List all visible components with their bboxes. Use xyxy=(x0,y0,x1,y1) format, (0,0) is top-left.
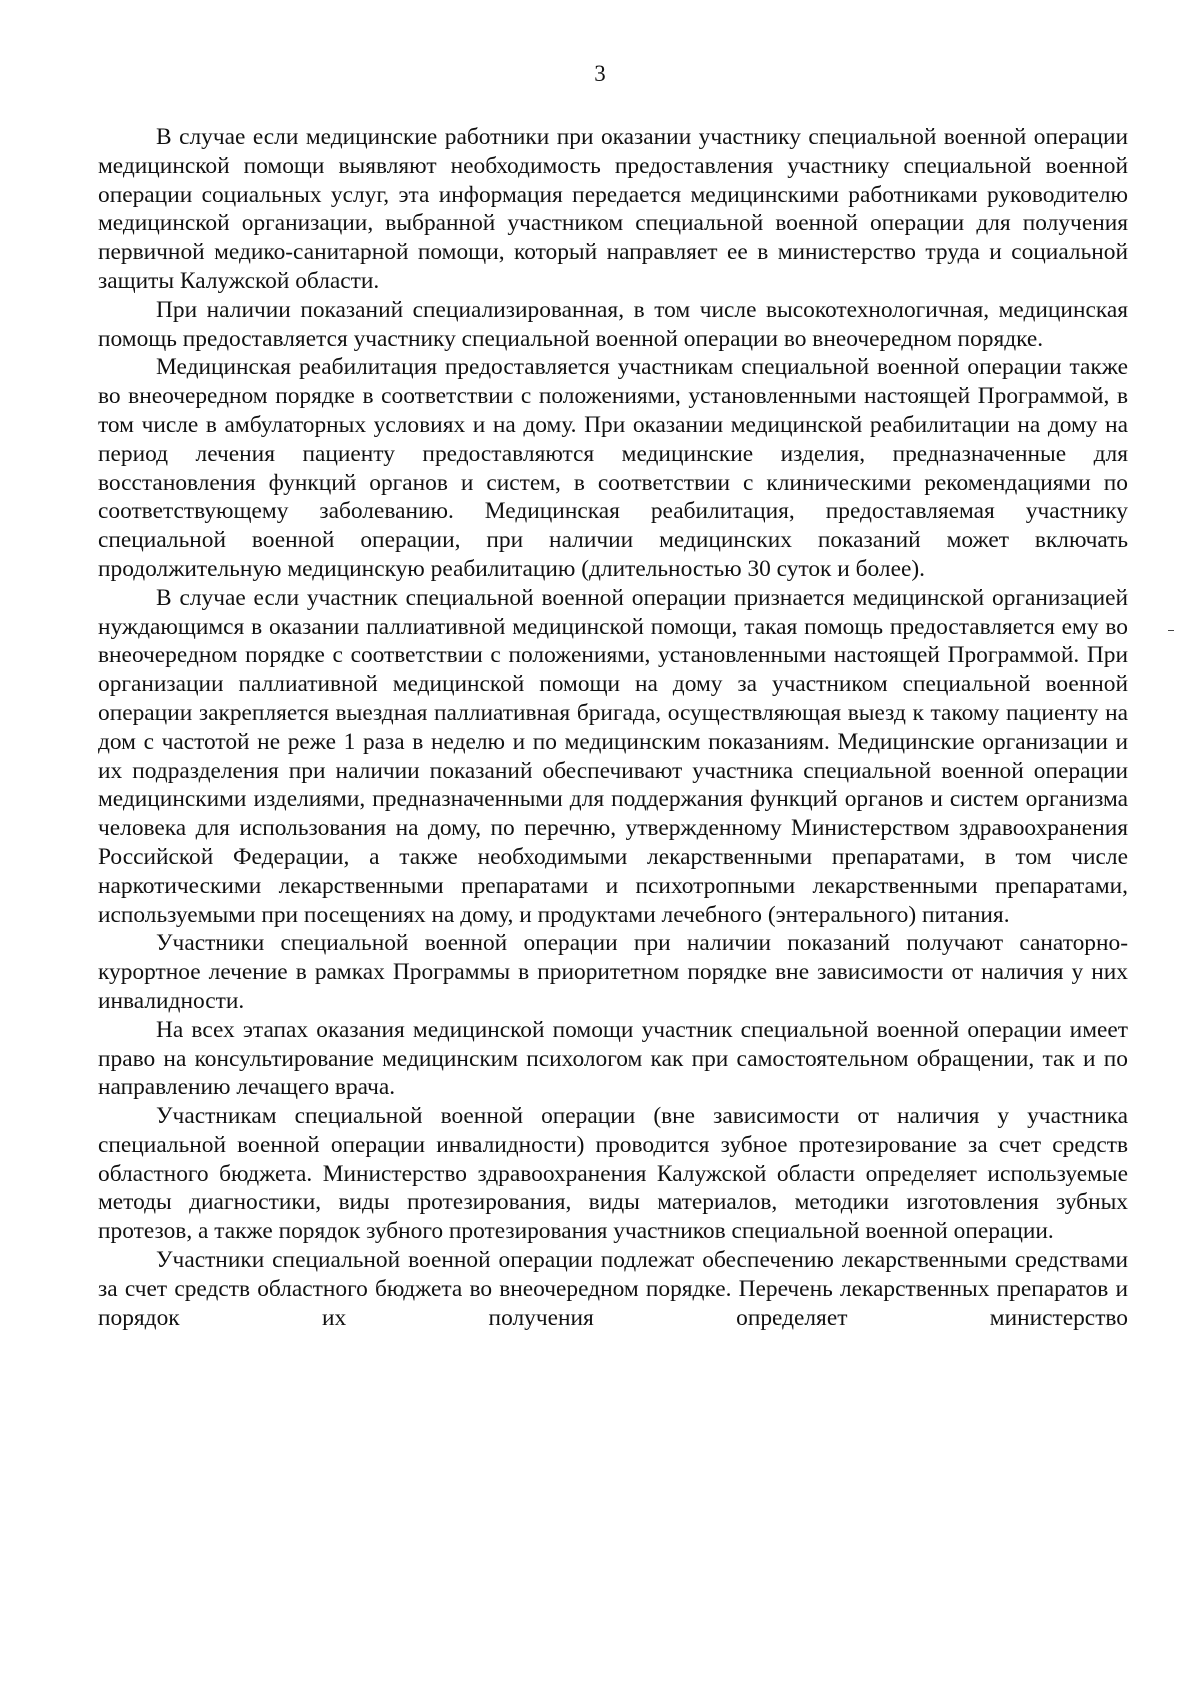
page-number: 3 xyxy=(594,61,606,86)
paragraph-medical-rehabilitation: Медицинская реабилитация предоставляется участникам специальной военной операции также во внеочередном порядке в соответствии с положениями, установленными настоящей Программой, в том числе в амбулаторных условиях и на дому. При оказании медицинской реабилитации на дому на период лечения пациенту предоставляются медицинские изделия, предназначенные для восстановления функций органов и систем, в соответствии с клиническими рекомендациями по соответствующему заболеванию. Медицинская реабилитация, предоставляемая участнику специальной военной операции, при наличии медицинских показаний может включать продолжительную медицинскую реабилитацию (длительностью 30 суток и более). xyxy=(98,354,1128,582)
paragraph-medicines-provision: Участники специальной военной операции подлежат обеспечению лекарственными средствами за счет средств областного бюджета во внеочередном порядке. Перечень лекарственных препаратов и порядок их получения определяет министерство xyxy=(98,1247,1128,1331)
paragraph-social-services: В случае если медицинские работники при оказании участнику специальной военной операции медицинской помощи выявляют необходимость предоставления участнику специальной военной операции социальных услуг, эта информация передается медицинскими работниками руководителю медицинской организации, выбранной участником специальной военной операции для получения первичной медико-санитарной помощи, который направляет ее в министерство труда и социальной защиты Калужской области. xyxy=(98,124,1128,294)
paragraph-palliative-care: В случае если участник специальной военной операции признается медицинской организацией нуждающимся в оказании паллиативной медицинской помощи, такая помощь предоставляется ему во внеочередном порядке с соответствии с положениями, установленными настоящей Программой. При организации паллиативной медицинской помощи на дому за участником специальной военной операции закрепляется выездная паллиативная бригада, осуществляющая выезд к такому пациенту на дом с частотой не реже 1 раза в неделю и по медицинским показаниям. Медицинские организации и их подразделения при наличии показаний обеспечивают участника специальной военной операции медицинскими изделиями, предназначенными для поддержания функций органов и систем организма человека для использования на дому, по перечню, утвержденному Министерством здравоохранения Российской Федерации, а также необходимыми лекарственными препаратами, в том числе наркотическими лекарственными препаратами и психотропными лекарственными препаратами, используемыми при посещениях на дому, и продуктами лечебного (энтерального) питания. xyxy=(98,584,1128,928)
paragraph-psychologist-consultation: На всех этапах оказания медицинской помощи участник специальной военной операции имеет право на консультирование медицинским психологом как при самостоятельном обращении, так и по направлению лечащего врача. xyxy=(98,1016,1128,1101)
paragraph-specialized-care: При наличии показаний специализированная, в том числе высокотехнологичная, медицинская помощь предоставляется участнику специальной военной операции во внеочередном порядке. xyxy=(98,296,1128,352)
paragraph-sanatorium-treatment: Участники специальной военной операции при наличии показаний получают санаторно-курортное лечение в рамках Программы в приоритетном порядке вне зависимости от наличия у них инвалидности. xyxy=(98,930,1128,1014)
paragraph-dental-prosthetics: Участникам специальной военной операции (вне зависимости от наличия у участника специальной военной операции инвалидности) проводится зубное протезирование за счет средств областного бюджета. Министерство здравоохранения Калужской области определяет используемые методы диагностики, виды протезирования, виды материалов, методики изготовления зубных протезов, а также порядок зубного протезирования участников специальной военной операции. xyxy=(98,1103,1128,1245)
document-body xyxy=(98,123,1128,1332)
margin-mark xyxy=(1168,630,1174,631)
